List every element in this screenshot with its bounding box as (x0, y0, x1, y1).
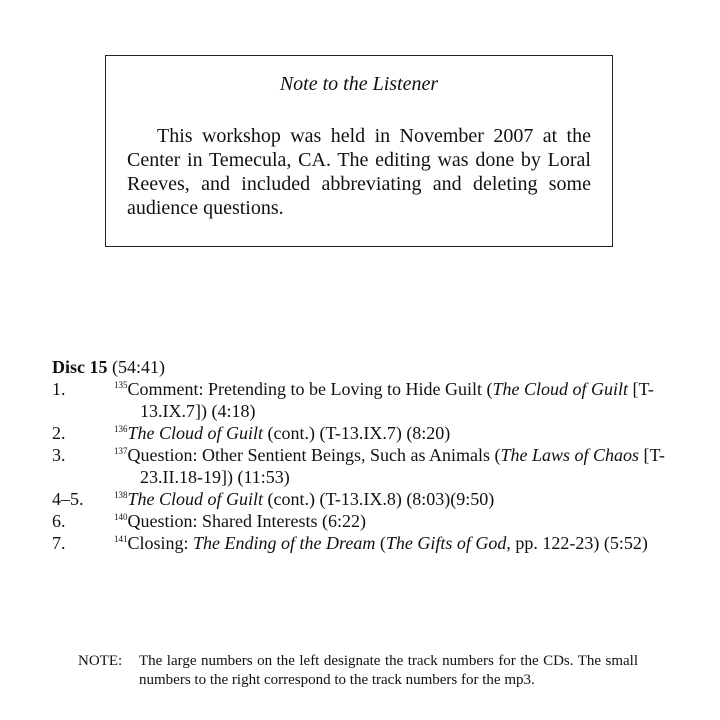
footnote-label: NOTE: (78, 653, 123, 669)
track-text: ( (375, 533, 386, 553)
mp3-track-number: 141 (114, 534, 128, 544)
track-row (52, 422, 690, 444)
mp3-track-number: 135 (114, 380, 128, 390)
footnote-text: The large numbers on the left designate the track numbers for the CDs. The small numbers to the right correspond to the track numbers for the mp3. (139, 653, 638, 688)
track-row (52, 510, 690, 532)
track-text: (cont.) (T-13.IX.7) (8:20) (263, 423, 451, 443)
note-title: Note to the Listener (279, 73, 439, 95)
track-text: [T-13.IX.7]) (4:18) (140, 379, 654, 421)
note-to-listener-box (105, 55, 613, 247)
track-text: Question: Shared Interests (6:22) (127, 511, 366, 531)
track-source-title: The Gifts of God (385, 533, 507, 553)
mp3-track-number: 140 (114, 512, 128, 522)
track-row (52, 532, 690, 554)
mp3-track-number: 138 (114, 490, 128, 500)
disc-heading (52, 356, 690, 378)
track-row (52, 444, 690, 488)
track-text: Comment: Pretending to be Loving to Hide Guilt ( (127, 379, 493, 399)
track-text: (cont.) (T-13.IX.8) (8:03)(9:50) (263, 489, 495, 509)
cd-track-number: 7. (52, 533, 66, 553)
track-text: Question: Other Sentient Beings, Such as Animals ( (127, 445, 501, 465)
cd-track-number: 6. (52, 511, 66, 531)
track-title: The Cloud of Guilt (492, 379, 628, 399)
track-title: The Cloud of Guilt (127, 489, 264, 509)
mp3-track-number: 137 (114, 446, 128, 456)
disc-label: Disc 15 (52, 357, 108, 377)
footnote (78, 652, 638, 690)
cd-track-number: 2. (52, 423, 66, 443)
disc-duration: (54:41) (112, 357, 165, 377)
disc-track-list (52, 356, 690, 554)
track-title: The Cloud of Guilt (127, 423, 264, 443)
track-row (52, 378, 690, 422)
track-row (52, 488, 690, 510)
cd-track-number: 4–5. (52, 489, 84, 509)
track-text: [T-23.II.18-19]) (11:53) (140, 445, 665, 487)
cd-track-number: 1. (52, 379, 66, 399)
track-title: The Ending of the Dream (193, 533, 376, 553)
track-text: Closing: (127, 533, 194, 553)
mp3-track-number: 136 (114, 424, 128, 434)
track-title: The Laws of Chaos (500, 445, 640, 465)
track-text: , pp. 122-23) (5:52) (506, 533, 648, 553)
note-body: This workshop was held in November 2007 at the Center in Temecula, CA. The editing was done by Loral Reeves, and included abbreviating and deleting some audience questions. (127, 125, 591, 219)
cd-track-number: 3. (52, 445, 66, 465)
